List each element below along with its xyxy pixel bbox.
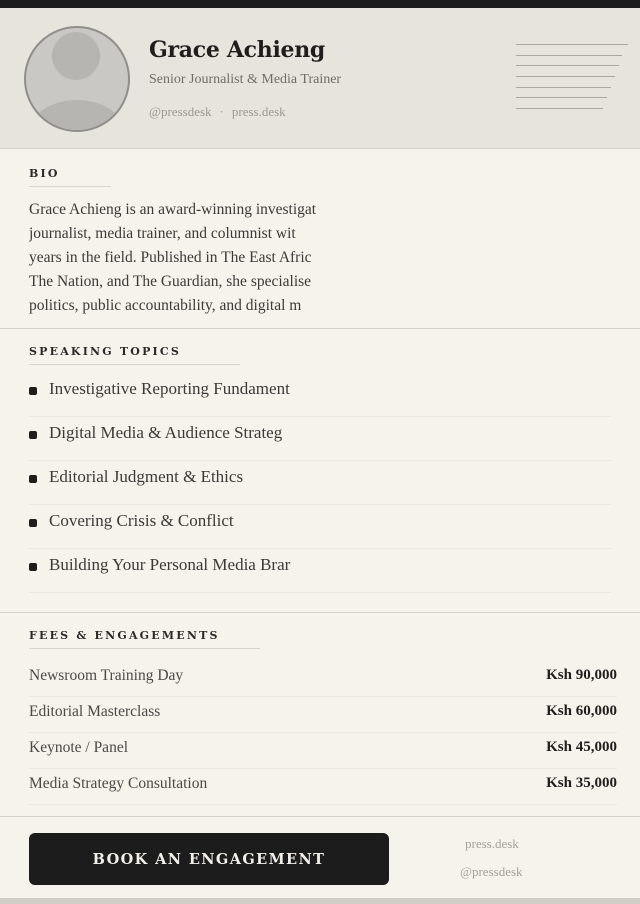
avatar-head-silhouette (52, 32, 100, 80)
fee-row (29, 661, 617, 697)
topics-title-rule (29, 364, 240, 365)
topic-item (29, 373, 611, 417)
bottom-accent-bar (0, 898, 640, 904)
topic-label: Building Your Personal Media Brar (49, 555, 291, 574)
footer-site[interactable]: press.desk (465, 836, 519, 851)
topic-label: Editorial Judgment & Ethics (49, 467, 244, 486)
fee-name: Media Strategy Consultation (29, 775, 208, 792)
deco-line (516, 76, 615, 77)
profile-header (0, 8, 640, 149)
bio-title-rule (29, 186, 111, 187)
topic-item (29, 549, 611, 593)
deco-line (516, 65, 619, 66)
fee-name: Newsroom Training Day (29, 667, 184, 684)
fee-price: Ksh 35,000 (546, 775, 617, 791)
avatar (24, 26, 130, 132)
section-divider (0, 328, 640, 329)
bullet-icon (29, 563, 37, 571)
bullet-icon (29, 431, 37, 439)
bio-title: BIO (29, 167, 60, 180)
bio-line: politics, public accountability, and digital m (29, 297, 302, 314)
fee-name: Editorial Masterclass (29, 703, 161, 720)
section-divider (0, 612, 640, 613)
fees-title-rule (29, 648, 260, 649)
profile-name: Grace Achieng (149, 37, 325, 63)
fee-row (29, 697, 617, 733)
deco-line (516, 44, 628, 45)
deco-line (516, 97, 607, 98)
deco-line (516, 55, 622, 56)
section-divider (0, 816, 640, 817)
topic-item (29, 417, 611, 461)
profile-role: Senior Journalist & Media Trainer (149, 72, 342, 87)
topic-item (29, 461, 611, 505)
footer-handle[interactable]: @pressdesk (460, 864, 523, 879)
fee-name: Keynote / Panel (29, 739, 129, 756)
bio-line: years in the field. Published in The East Afric (29, 249, 312, 266)
topic-item (29, 505, 611, 549)
bullet-icon (29, 475, 37, 483)
handle-separator: · (219, 104, 224, 119)
topic-label: Investigative Reporting Fundament (49, 379, 290, 398)
fee-row (29, 733, 617, 769)
topic-label: Covering Crisis & Conflict (49, 511, 234, 530)
fee-row (29, 769, 617, 805)
fee-price: Ksh 60,000 (546, 703, 617, 719)
bullet-icon (29, 519, 37, 527)
bio-text (29, 198, 352, 318)
avatar-body-silhouette (28, 100, 126, 132)
bio-line: journalist, media trainer, and columnist wit (29, 225, 296, 242)
fees-title: FEES & ENGAGEMENTS (29, 629, 220, 642)
bio-line: The Nation, and The Guardian, she specialise (29, 273, 312, 290)
profile-site[interactable]: press.desk (231, 104, 286, 119)
topics-title: SPEAKING TOPICS (29, 345, 182, 358)
profile-handle[interactable]: @pressdesk (149, 104, 212, 119)
profile-handles (149, 104, 286, 120)
bio-line: Grace Achieng is an award-winning investigat (29, 201, 317, 218)
top-accent-bar (0, 0, 640, 8)
topic-label: Digital Media & Audience Strateg (49, 423, 283, 442)
deco-line (516, 108, 603, 109)
book-engagement-button[interactable]: BOOK AN ENGAGEMENT (29, 833, 389, 885)
deco-line (516, 87, 611, 88)
fee-price: Ksh 45,000 (546, 739, 617, 755)
decorative-lines (516, 44, 628, 119)
bullet-icon (29, 387, 37, 395)
fee-price: Ksh 90,000 (546, 667, 617, 683)
